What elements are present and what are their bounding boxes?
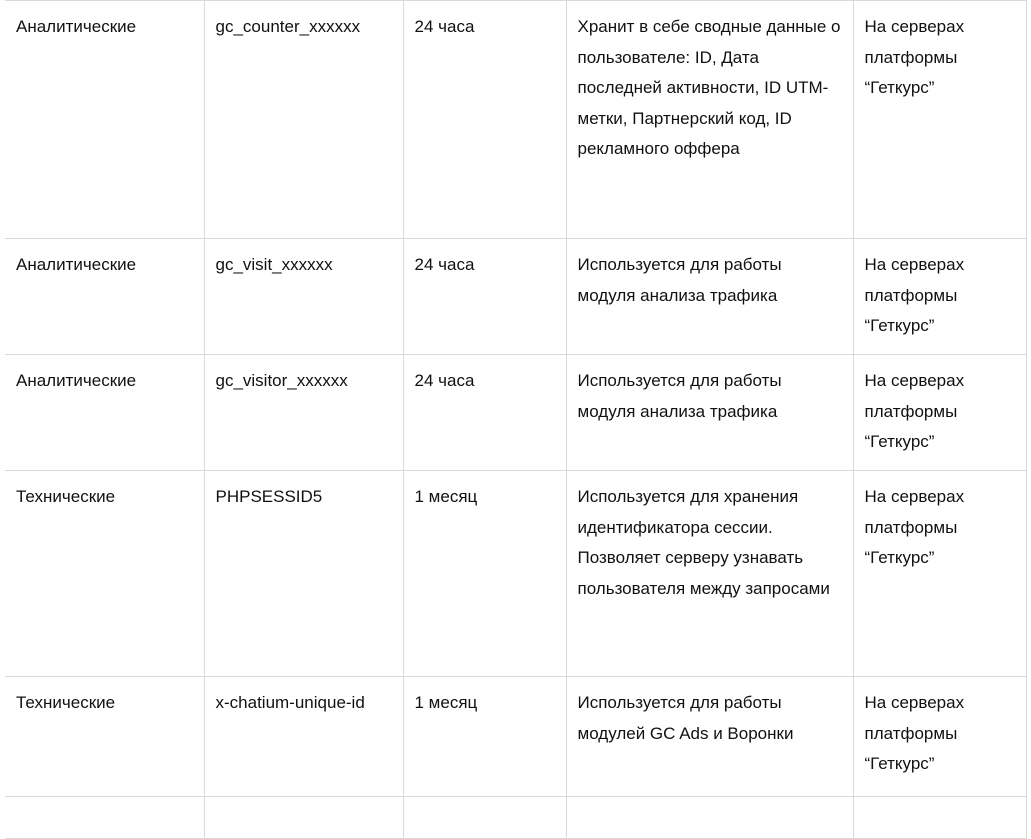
cookie-name-cell: gc_visitor_xxxxxx — [204, 355, 403, 471]
cookie-type-cell: Аналитические — [5, 1, 204, 239]
cookie-duration-cell: 1 месяц — [403, 471, 566, 677]
cookie-description-cell: Используется для работы модулей GC Ads и Воронки — [566, 677, 853, 797]
cookie-duration-cell: 24 часа — [403, 1, 566, 239]
empty-cell — [403, 797, 566, 839]
table-row-partial — [5, 797, 1026, 839]
cookie-description-cell: Хранит в себе сводные данные о пользователе: ID, Дата последней активности, ID UTM-метки, Партнерский код, ID рекламного оффера — [566, 1, 853, 239]
cookie-type-cell: Технические — [5, 471, 204, 677]
cookie-name-cell: x-chatium-unique-id — [204, 677, 403, 797]
cookie-description-cell: Используется для работы модуля анализа трафика — [566, 355, 853, 471]
cookie-type-cell: Аналитические — [5, 355, 204, 471]
cookie-table — [5, 0, 1027, 839]
cookie-description-cell: Используется для работы модуля анализа трафика — [566, 239, 853, 355]
table-row — [5, 677, 1026, 797]
table-row — [5, 239, 1026, 355]
empty-cell — [204, 797, 403, 839]
cookie-type-cell: Аналитические — [5, 239, 204, 355]
empty-cell — [853, 797, 1026, 839]
cookie-type-cell: Технические — [5, 677, 204, 797]
cookie-location-cell: На серверах платформы “Геткурс” — [853, 677, 1026, 797]
cookie-location-cell: На серверах платформы “Геткурс” — [853, 355, 1026, 471]
cookie-location-cell: На серверах платформы “Геткурс” — [853, 239, 1026, 355]
table-row — [5, 1, 1026, 239]
table-row — [5, 355, 1026, 471]
table-row — [5, 471, 1026, 677]
cookie-name-cell: PHPSESSID5 — [204, 471, 403, 677]
cookie-location-cell: На серверах платформы “Геткурс” — [853, 1, 1026, 239]
empty-cell — [566, 797, 853, 839]
cookie-name-cell: gc_counter_xxxxxx — [204, 1, 403, 239]
cookie-duration-cell: 24 часа — [403, 355, 566, 471]
cookie-name-cell: gc_visit_xxxxxx — [204, 239, 403, 355]
cookie-description-cell: Используется для хранения идентификатора сессии. Позволяет серверу узнавать пользователя между запросами — [566, 471, 853, 677]
cookie-duration-cell: 24 часа — [403, 239, 566, 355]
cookie-duration-cell: 1 месяц — [403, 677, 566, 797]
cookie-location-cell: На серверах платформы “Геткурс” — [853, 471, 1026, 677]
empty-cell — [5, 797, 204, 839]
